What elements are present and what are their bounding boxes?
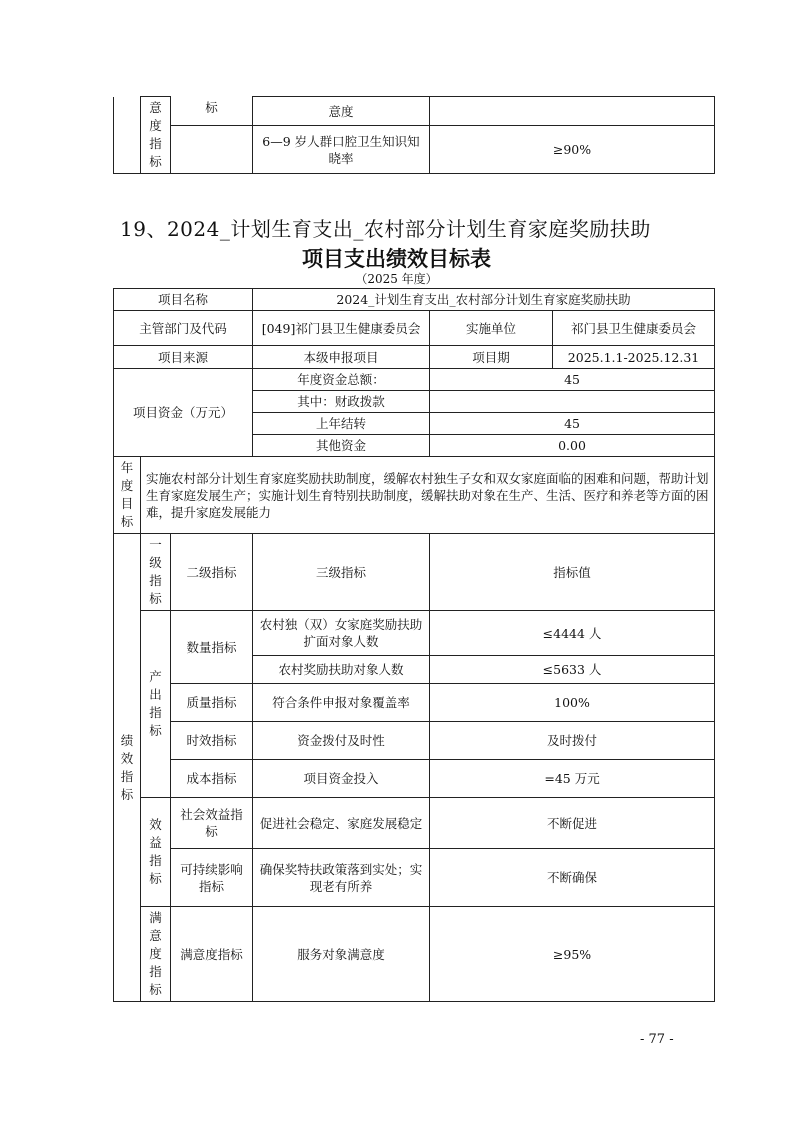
funds-row-label: 上年结转 <box>253 413 430 435</box>
funds-row-label: 年度资金总额： <box>253 369 430 391</box>
indicator-name: 服务对象满意度 <box>253 907 430 1002</box>
indicator-name: 资金拨付及时性 <box>253 722 430 760</box>
dept-value: [049]祁门县卫生健康委员会 <box>253 311 430 346</box>
funds-row-value: 45 <box>430 369 715 391</box>
indicator-value: ≥95% <box>430 907 715 1002</box>
table-title: 项目支出绩效目标表 <box>302 247 491 271</box>
output-label: 产 出 指 标 <box>141 611 171 798</box>
quantity-label: 数量指标 <box>171 611 253 684</box>
indicator-value: 100% <box>430 684 715 722</box>
previous-table-fragment <box>113 96 715 174</box>
funds-row-label: 其中：财政拨款 <box>253 391 430 413</box>
fragment-row1-value <box>430 97 715 126</box>
goal-text: 实施农村部分计划生育家庭奖励扶助制度，缓解农村独生子女和双女家庭面临的困难和问题，帮助计划生育家庭发展生产；实施计划生育特别扶助制度，缓解扶助对象在生产、生活、医疗和养老等方面的困难，提升家庭发展能力 <box>141 457 715 534</box>
fragment-l1-label: 意 度 指 标 <box>141 97 171 174</box>
table-year: （2025 年度） <box>355 272 438 286</box>
indicator-value: ≤5633 人 <box>430 656 715 684</box>
fragment-row2-value: ≥90% <box>430 126 715 174</box>
quality-label: 质量指标 <box>171 684 253 722</box>
funds-row-value: 45 <box>430 413 715 435</box>
fragment-row2-name: 6—9 岁人群口腔卫生知识知晓率 <box>253 126 430 174</box>
indicator-name: 确保奖特扶政策落到实处；实现老有所养 <box>253 849 430 907</box>
satisfaction-label: 满 意 度 指 标 <box>141 907 171 1002</box>
source-value: 本级申报项目 <box>253 346 430 369</box>
indicator-value: 不断促进 <box>430 798 715 849</box>
source-label: 项目来源 <box>114 346 253 369</box>
funds-row-value <box>430 391 715 413</box>
header-value: 指标值 <box>430 534 715 611</box>
indicator-value: =45 万元 <box>430 760 715 798</box>
indicator-name: 促进社会稳定、家庭发展稳定 <box>253 798 430 849</box>
benefit-label: 效 益 指 标 <box>141 798 171 907</box>
funds-row-value: 0.00 <box>430 435 715 457</box>
satisfaction-l2-label: 满意度指标 <box>171 907 253 1002</box>
period-label: 项目期 <box>430 346 553 369</box>
header-lvl1: 一 级 指 标 <box>141 534 171 611</box>
fragment-l2-label: 标 <box>171 97 253 126</box>
goal-label: 年 度 目 标 <box>114 457 141 534</box>
funds-row-label: 其他资金 <box>253 435 430 457</box>
header-lvl3: 三级指标 <box>253 534 430 611</box>
indicator-name: 农村奖励扶助对象人数 <box>253 656 430 684</box>
indicator-value: 不断确保 <box>430 849 715 907</box>
time-label: 时效指标 <box>171 722 253 760</box>
funds-label: 项目资金（万元） <box>114 369 253 457</box>
section-heading: 19、2024_计划生育支出_农村部分计划生育家庭奖励扶助 <box>120 217 651 241</box>
fragment-l2-blank <box>171 126 253 174</box>
perf-label: 绩 效 指 标 <box>114 534 141 1002</box>
sustain-label: 可持续影响指标 <box>171 849 253 907</box>
fragment-blank-cell <box>114 97 141 174</box>
performance-table <box>113 288 715 1002</box>
page-number: - 77 - <box>640 1032 674 1047</box>
indicator-value: 及时拨付 <box>430 722 715 760</box>
indicator-name: 符合条件申报对象覆盖率 <box>253 684 430 722</box>
indicator-name: 农村独（双）女家庭奖励扶助扩面对象人数 <box>253 611 430 656</box>
fragment-row1-name: 意度 <box>253 97 430 126</box>
indicator-name: 项目资金投入 <box>253 760 430 798</box>
header-lvl2: 二级指标 <box>171 534 253 611</box>
cost-label: 成本指标 <box>171 760 253 798</box>
impl-value: 祁门县卫生健康委员会 <box>553 311 715 346</box>
period-value: 2025.1.1-2025.12.31 <box>553 346 715 369</box>
project-name-label: 项目名称 <box>114 289 253 311</box>
dept-label: 主管部门及代码 <box>114 311 253 346</box>
impl-label: 实施单位 <box>430 311 553 346</box>
project-name-value: 2024_计划生育支出_农村部分计划生育家庭奖励扶助 <box>253 289 715 311</box>
social-label: 社会效益指标 <box>171 798 253 849</box>
indicator-value: ≤4444 人 <box>430 611 715 656</box>
